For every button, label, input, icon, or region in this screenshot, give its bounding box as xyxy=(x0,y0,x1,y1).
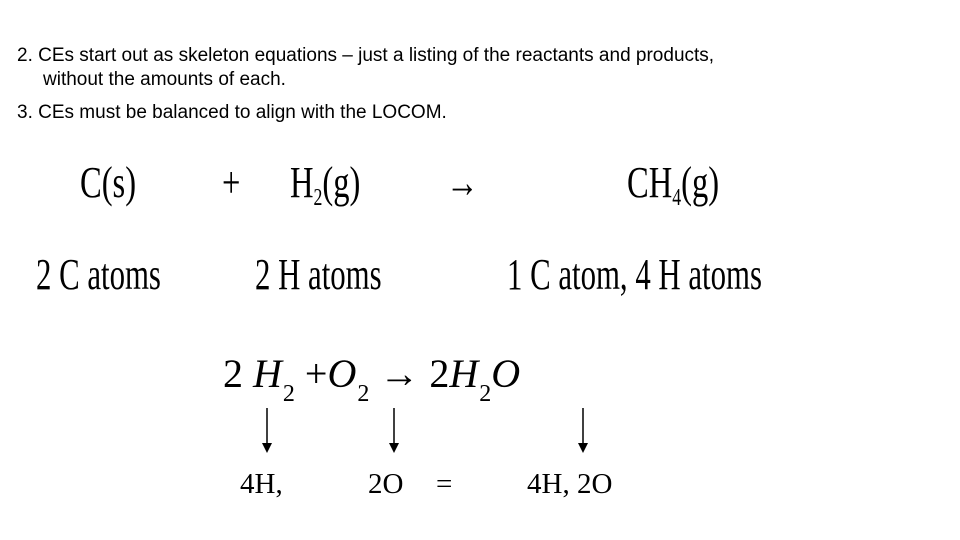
atom-count-carbon: 2 C atoms xyxy=(36,250,161,299)
down-arrow-icon xyxy=(388,408,400,454)
hydrogen-count-left: 4H, xyxy=(240,468,283,500)
coefficient: 2 xyxy=(223,351,243,396)
atom-count-right: 4H, 2O xyxy=(527,468,613,500)
skeleton-plus-sign: + xyxy=(222,158,241,207)
down-arrow-icon xyxy=(577,408,589,454)
point-2-line-1: 2. CEs start out as skeleton equations – just a listing of the reactants and products, xyxy=(17,45,715,66)
oxygen-count-left: 2O xyxy=(368,468,404,500)
atom-count-hydrogen: 2 H atoms xyxy=(255,250,382,299)
down-arrow-icon xyxy=(261,408,273,454)
point-3: 3. CEs must be balanced to align with the LOCOM. xyxy=(17,102,447,123)
atom-count-product: 1 C atom, 4 H atoms xyxy=(507,250,762,299)
point-2-line-2: without the amounts of each. xyxy=(43,69,286,90)
balanced-equation: 2 $H_2 +O_2 \to 2H_2O$ xyxy=(223,351,521,407)
skeleton-reaction-arrow: → xyxy=(446,158,479,207)
skeleton-product-methane: $CH_4(g)$ xyxy=(627,158,720,211)
skeleton-reactant-carbon: C(s) xyxy=(80,158,137,207)
equals-sign: = xyxy=(436,468,453,500)
skeleton-reactant-hydrogen: $H_2(g)$ xyxy=(290,158,361,211)
